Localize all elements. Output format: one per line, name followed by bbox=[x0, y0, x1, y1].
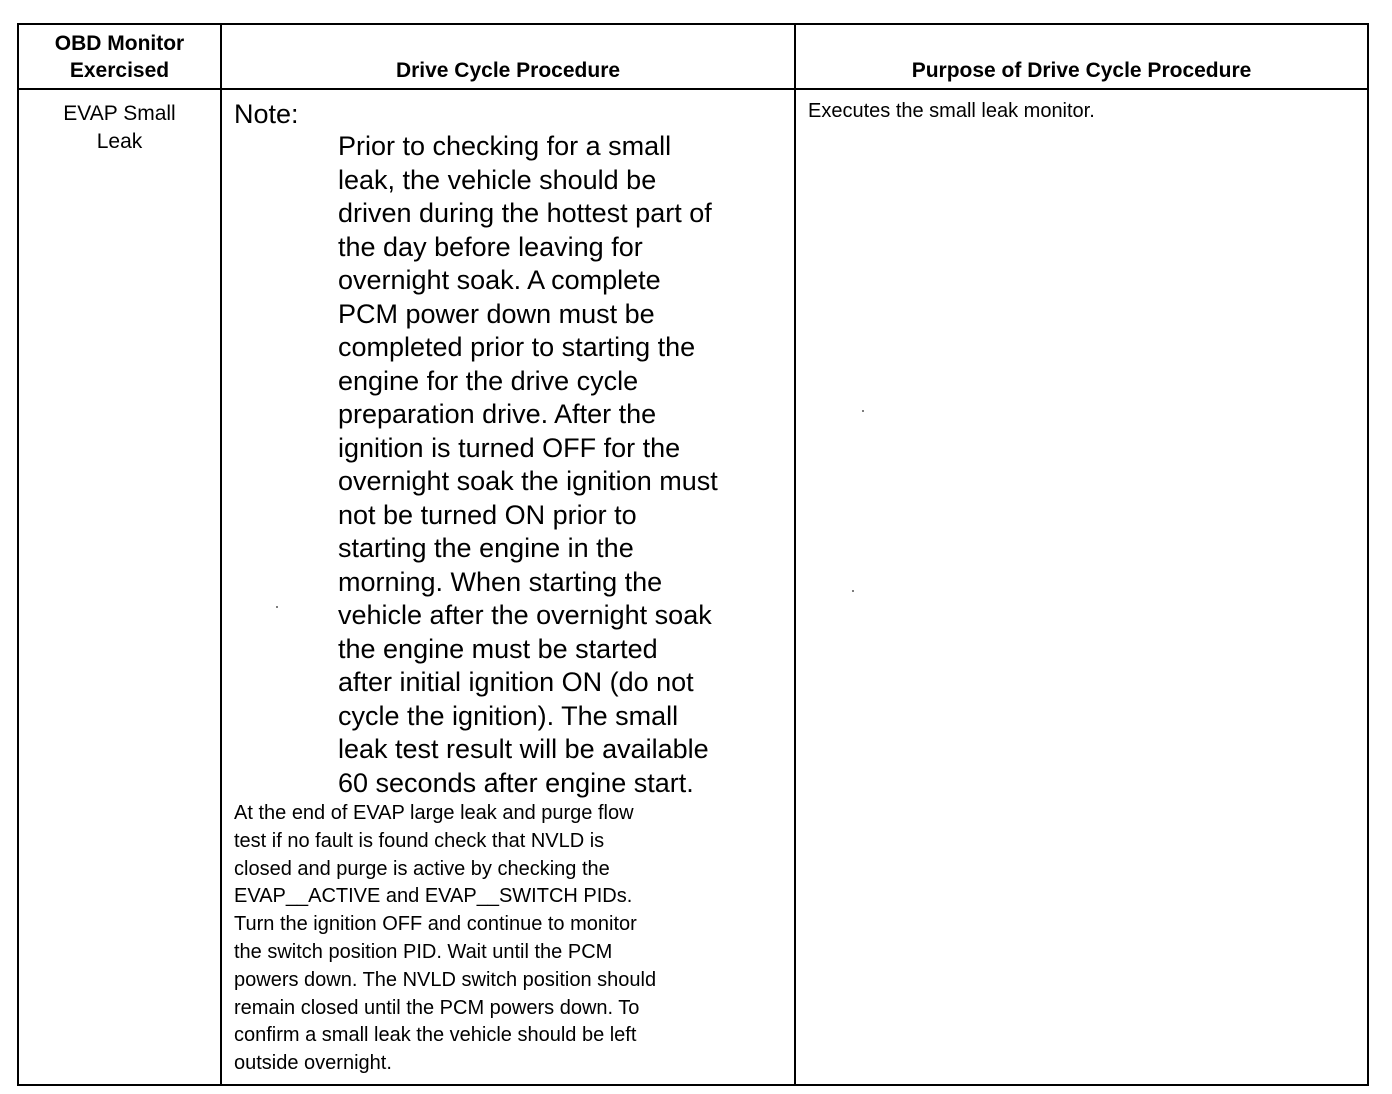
cell-procedure bbox=[221, 89, 795, 1085]
procedure-text: At the end of EVAP large leak and purge flow test if no fault is found check that NVLD is closed and purge is active by checking the EVAP__ACTIVE and EVAP__SWITCH PIDs. Turn the ignition OFF and continue to monitor the switch position PID. Wait until the PCM powers down. The NVLD switch position should remain closed until the PCM powers down. To confirm a small leak the vehicle should be left outside overnight. bbox=[234, 802, 657, 1075]
cell-purpose bbox=[795, 89, 1368, 1085]
table-row bbox=[18, 89, 1368, 1085]
header-procedure-label: Drive Cycle Procedure bbox=[395, 59, 621, 82]
note-text: Prior to checking for a small leak, the vehicle should be driven during the hottest part of the day before leaving for overnight soak. A complete PCM power down must be completed prior to starting the engine for the drive cycle preparation drive. After the ignition is turned OFF for the overnight soak the ignition must not be turned ON prior to starting the engine in the morning. When starting the vehicle after the overnight soak the engine must be started after initial ignition ON (do not cycle the ignition). The small leak test result will be available 60 seconds after engine start. bbox=[338, 131, 718, 798]
scan-speck bbox=[852, 590, 854, 592]
scan-speck bbox=[276, 606, 278, 608]
header-purpose bbox=[795, 24, 1368, 89]
drive-cycle-table bbox=[17, 23, 1369, 1086]
header-purpose-label: Purpose of Drive Cycle Procedure bbox=[911, 59, 1252, 82]
note-label: Note: bbox=[234, 99, 299, 129]
header-obd-monitor-exercised bbox=[18, 24, 221, 89]
header-drive-cycle-procedure bbox=[221, 24, 795, 89]
purpose-text: Executes the small leak monitor. bbox=[808, 100, 1095, 122]
header-monitor-label: OBD Monitor Exercised bbox=[54, 32, 185, 82]
monitor-name: EVAP Small Leak bbox=[63, 102, 176, 153]
cell-monitor bbox=[18, 89, 221, 1085]
scan-speck bbox=[862, 410, 864, 412]
table-header bbox=[18, 24, 1368, 89]
header-row bbox=[18, 24, 1368, 89]
